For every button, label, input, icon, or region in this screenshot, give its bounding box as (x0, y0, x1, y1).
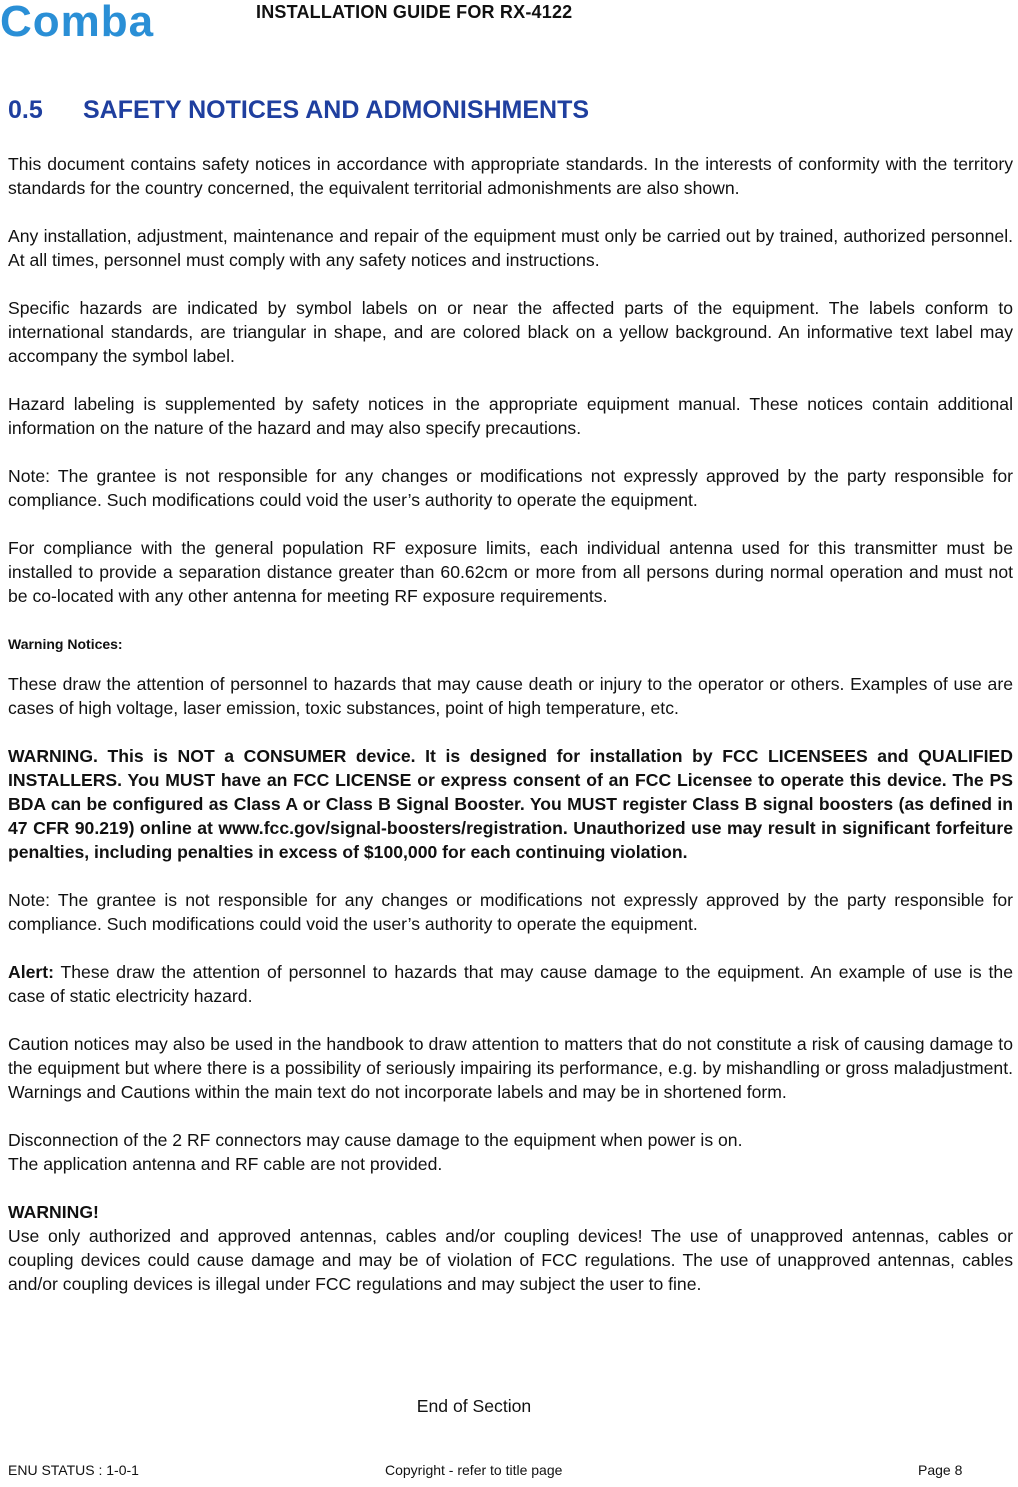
footer-page-number: Page 8 (918, 1462, 963, 1478)
section-heading (8, 96, 589, 125)
comba-logo (0, 2, 182, 42)
document-title: INSTALLATION GUIDE FOR RX-4122 (256, 2, 573, 22)
paragraph-caution: Caution notices may also be used in the handbook to draw attention to matters that do not constitute a risk of causing damage to the equipment but where there is a possibility of seriously impairing its performance, e.g. by mishandling or gross maladjustment. Warnings and Cautions within the main text do not incorporate labels and may be in shortened form. (8, 1034, 1013, 1102)
section-number: 0.5 (8, 96, 43, 124)
section-body (8, 152, 1013, 1296)
paragraph-disconnection: Disconnection of the 2 RF connectors may cause damage to the equipment when power is on. (8, 1130, 743, 1150)
alert-text: These draw the attention of personnel to hazards that may cause damage to the equipment. An example of use is the case of static electricity hazard. (8, 962, 1013, 1006)
paragraph-hazard-labeling: Hazard labeling is supplemented by safety notices in the appropriate equipment manual. These notices contain additional information on the nature of the hazard and may also specify precautions. (8, 394, 1013, 438)
paragraph-grantee-note: Note: The grantee is not responsible for any changes or modifications not expressly approved by the party responsible for compliance. Such modifications could void the user’s authority to operate the equipment. (8, 466, 1013, 510)
end-of-section: End of Section (416, 1396, 532, 1416)
paragraph-rf-exposure: For compliance with the general population RF exposure limits, each individual antenna used for this transmitter must be installed to provide a separation distance greater than 60.62cm or more from all persons during normal operation and must not be co-located with any other antenna for meeting RF exposure requirements. (8, 538, 1013, 606)
warning-notices-heading: Warning Notices: (8, 636, 123, 652)
paragraph-alert (8, 960, 1013, 1008)
paragraph-approved-antennas: Use only authorized and approved antennas, cables and/or coupling devices! The use of unapproved antennas, cables or coupling devices could cause damage and may be of violation of FCC regulations. The use of unapproved antennas, cables and/or coupling devices is illegal under FCC regulations and may subject the user to fine. (8, 1226, 1013, 1294)
alert-label: Alert: (8, 962, 54, 982)
logo-text: Comba (0, 2, 155, 42)
paragraph-intro: This document contains safety notices in accordance with appropriate standards. In the interests of conformity with the territory standards for the country concerned, the equivalent territorial admonishments are also shown. (8, 154, 1013, 198)
footer-status: ENU STATUS : 1-0-1 (8, 1462, 139, 1478)
warning-label: WARNING! (8, 1202, 99, 1222)
footer-copyright: Copyright - refer to title page (385, 1462, 563, 1478)
paragraph-warning-description: These draw the attention of personnel to hazards that may cause death or injury to the operator or others. Examples of use are cases of high voltage, laser emission, toxic substances, point of high temperature, etc. (8, 674, 1013, 718)
paragraph-hazard-labels: Specific hazards are indicated by symbol labels on or near the affected parts of the equipment. The labels conform to international standards, are triangular in shape, and are colored black on a yellow background. An informative text label may accompany the symbol label. (8, 298, 1013, 366)
paragraph-personnel: Any installation, adjustment, maintenance and repair of the equipment must only be carried out by trained, authorized personnel. At all times, personnel must comply with any safety notices and instructions. (8, 226, 1013, 270)
paragraph-fcc-warning: WARNING. This is NOT a CONSUMER device. It is designed for installation by FCC LICENSEES and QUALIFIED INSTALLERS. You MUST have an FCC LICENSE or express consent of an FCC Licensee to operate this device. The PS BDA can be configured as Class A or Class B Signal Booster. You MUST register Class B signal boosters (as defined in 47 CFR 90.219) online at www.fcc.gov/signal-boosters/registration. Unauthorized use may result in significant forfeiture penalties, including penalties in excess of $100,000 for each continuing violation. (8, 746, 1013, 862)
paragraph-antenna-not-provided: The application antenna and RF cable are not provided. (8, 1154, 443, 1174)
paragraph-grantee-note-2: Note: The grantee is not responsible for any changes or modifications not expressly approved by the party responsible for compliance. Such modifications could void the user’s authority to operate the equipment. (8, 890, 1013, 934)
section-title: SAFETY NOTICES AND ADMONISHMENTS (83, 96, 590, 124)
